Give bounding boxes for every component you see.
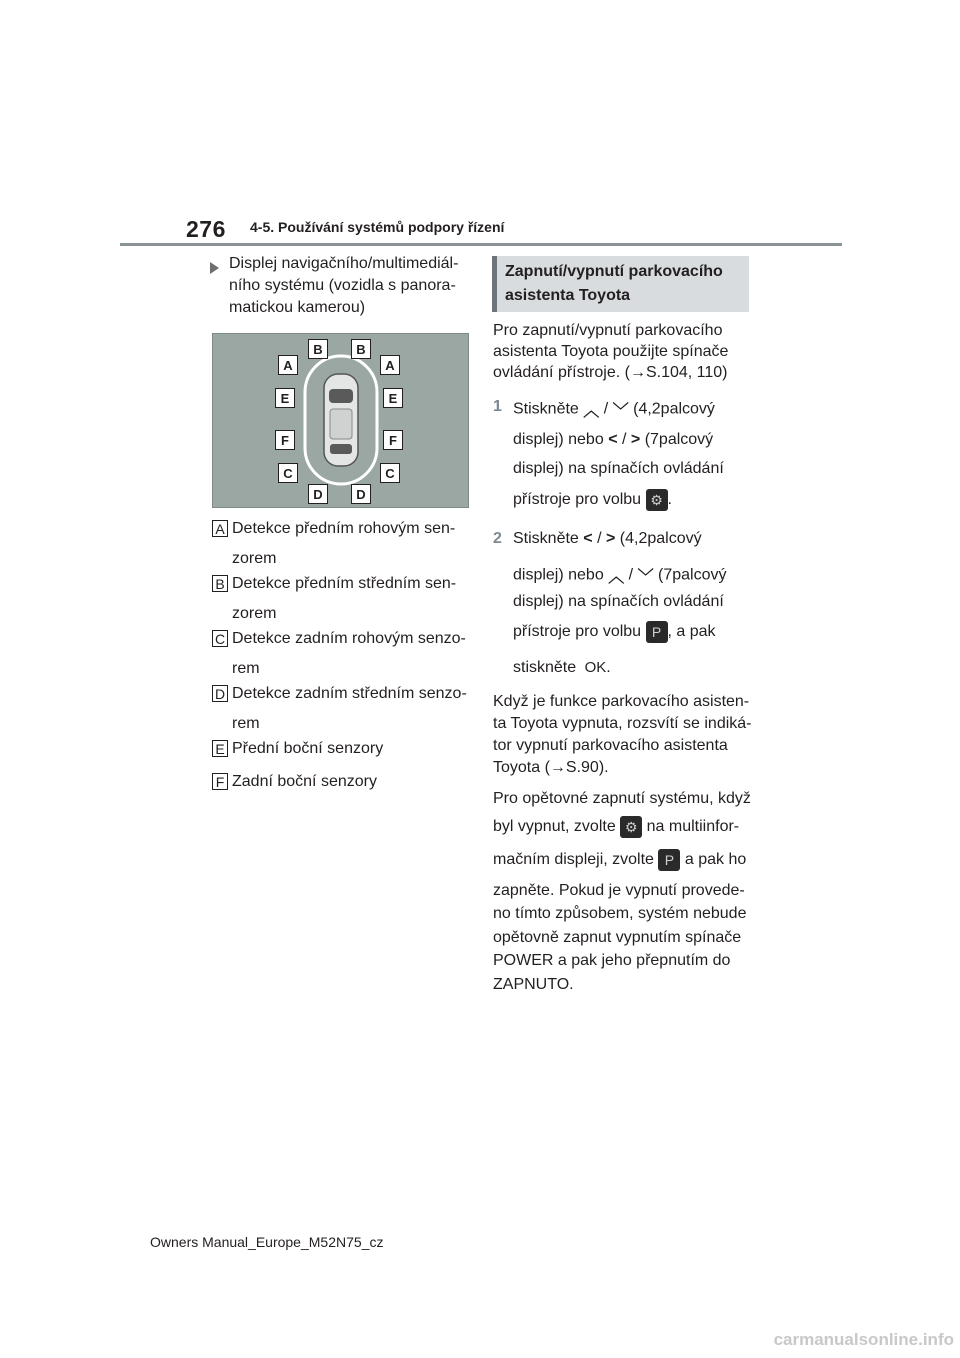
gear-icon: ⚙ [620, 816, 642, 838]
step-line: Stiskněte ︿ / ﹀ (4,2palcový [513, 398, 715, 421]
chevron-left-icon: < [608, 431, 618, 448]
legend-letter: C [212, 630, 228, 647]
ok-button-icon: OK [584, 659, 607, 676]
watermark: carmanualsonline.info [773, 1330, 954, 1349]
legend-letter: B [212, 575, 228, 592]
step-line: displej) nebo < / > (7palcový [513, 431, 714, 449]
chevron-up-icon: ︿ [583, 403, 600, 420]
diagram-label: F [383, 430, 403, 450]
chevron-right-icon: > [605, 530, 616, 547]
diagram-label: B [351, 339, 371, 359]
chevron-right-icon: > [630, 431, 641, 448]
legend-text: rem [232, 715, 260, 732]
chevron-left-icon: < [583, 530, 593, 547]
sensor-diagram [212, 333, 469, 508]
chevron-up-icon: ︿ [608, 569, 625, 586]
bullet-line: ního systému (vozidla s panora- [229, 277, 456, 294]
legend-letter: D [212, 685, 228, 702]
legend-text: Zadní boční senzory [232, 773, 377, 790]
heading-line: asistenta Toyota [505, 287, 631, 304]
step-line: přístroje pro volbu P , a pak [513, 621, 716, 643]
section-title: 4-5. Používání systémů podpory řízení [250, 219, 505, 235]
step-line: displej) na spínačích ovládání [513, 460, 724, 477]
step-line: stiskněte OK. [513, 659, 611, 676]
bullet-line: Displej navigačního/multimediál- [229, 255, 459, 272]
step-line: přístroje pro volbu ⚙ . [513, 489, 672, 511]
legend-letter: E [212, 740, 228, 757]
page-number: 276 [186, 216, 226, 242]
bullet-line: matickou kamerou) [229, 299, 366, 316]
header-rule [120, 243, 842, 246]
diagram-label: A [278, 355, 298, 375]
diagram-label: D [308, 484, 328, 504]
chevron-down-icon: ﹀ [637, 569, 654, 586]
gear-icon: ⚙ [646, 489, 668, 511]
bullet-text [229, 253, 469, 319]
diagram-label: C [380, 463, 400, 483]
parking-assist-icon: P [646, 621, 668, 643]
step-line: Stiskněte < / > (4,2palcový [513, 530, 702, 548]
footer-manual-id: Owners Manual_Europe_M52N75_cz [150, 1234, 384, 1250]
legend-text: zorem [232, 605, 277, 622]
legend-letter: F [212, 773, 228, 790]
parking-assist-icon: P [658, 849, 680, 871]
diagram-label: A [380, 355, 400, 375]
legend-text: zorem [232, 550, 277, 567]
legend-text: Detekce zadním středním senzo- [232, 685, 467, 702]
car-outline-icon [213, 334, 468, 507]
diagram-label: F [275, 430, 295, 450]
legend-text: rem [232, 660, 260, 677]
diagram-label: E [275, 388, 295, 408]
diagram-label: D [351, 484, 371, 504]
diagram-label: C [278, 463, 298, 483]
step-number: 2 [493, 530, 502, 547]
intro-paragraph: Pro zapnutí/vypnutí parkovacího asistenta Toyota použijte spínače ovládání přístroje. (→S.104, 110) [493, 322, 729, 381]
legend-letter: A [212, 520, 228, 537]
subsection-heading [492, 256, 749, 312]
legend-text: Detekce předním středním sen- [232, 575, 457, 592]
legend-text: Detekce předním rohovým sen- [232, 520, 456, 537]
diagram-label: E [383, 388, 403, 408]
step-line: displej) nebo ︿ / ﹀ (7palcový [513, 564, 727, 587]
legend-text: Detekce zadním rohovým senzo- [232, 630, 466, 647]
diagram-label: B [308, 339, 328, 359]
step-line: displej) na spínačích ovládání [513, 593, 724, 610]
bullet-arrow-icon [210, 262, 219, 274]
step-number: 1 [493, 398, 502, 415]
paragraph: Když je funkce parkovacího asisten- ta Toyota vypnuta, rozsvítí se indiká- tor vypnutí parkovacího asistenta Toyota (→S.90). [493, 693, 752, 776]
legend-text: Přední boční senzory [232, 740, 384, 757]
chevron-down-icon: ﹀ [612, 403, 629, 420]
heading-line: Zapnutí/vypnutí parkovacího [505, 263, 723, 280]
